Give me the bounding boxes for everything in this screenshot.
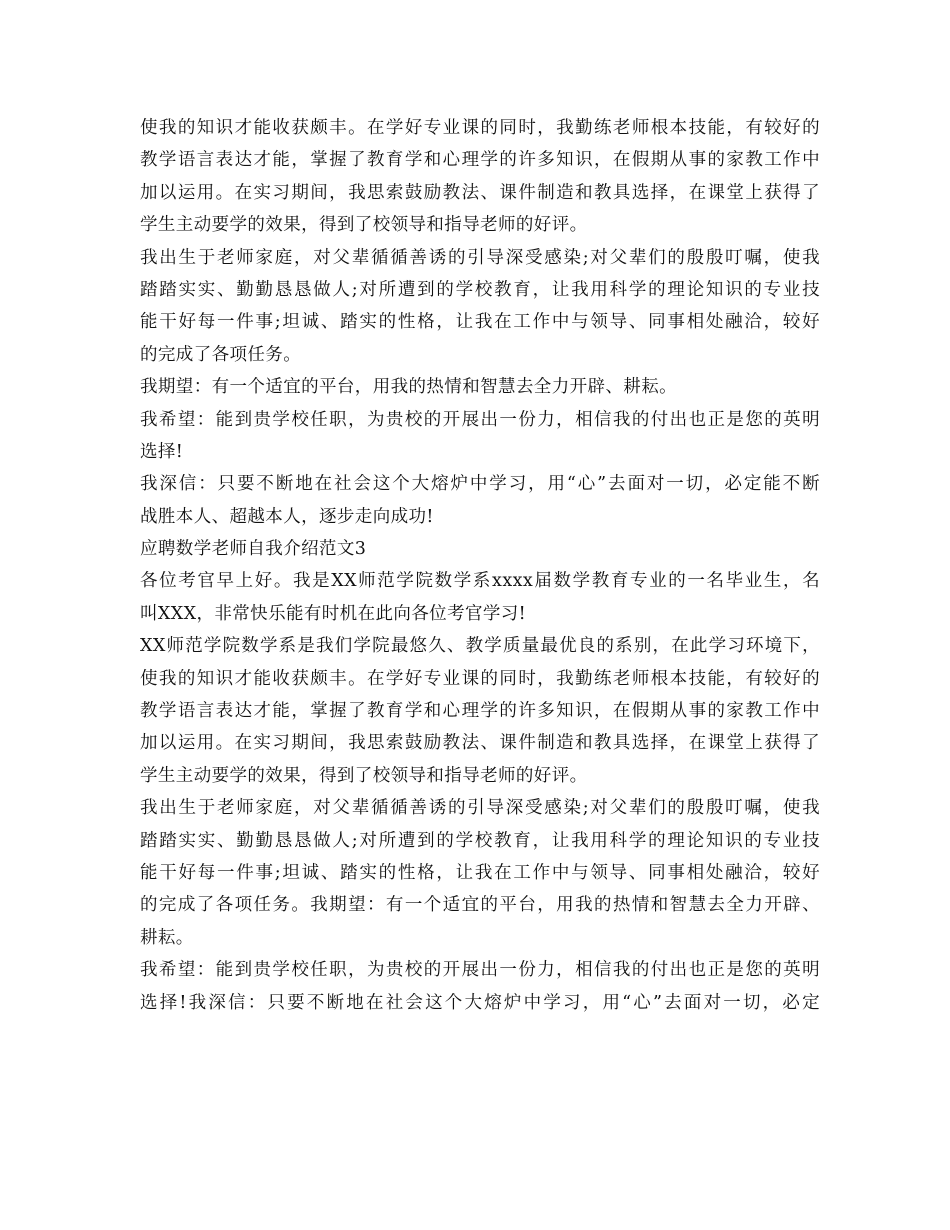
text-line: 加以运用。在实习期间，我思索鼓励教法、课件制造和教具选择，在课堂上获得了 [140, 182, 820, 203]
text-line: 踏踏实实、勤勤恳恳做人;对所遭到的学校教育，让我用科学的理论知识的专业技 [140, 279, 820, 300]
text-line: 叫XXX，非常快乐能有时机在此向各位考官学习! [140, 603, 527, 624]
text-line: 能干好每一件事;坦诚、踏实的性格，让我在工作中与领导、同事相处融洽，较好 [140, 862, 820, 883]
text-line: 我期望：有一个适宜的平台，用我的热情和智慧去全力开辟、耕耘。 [140, 377, 677, 398]
text-line: 的完成了各项任务。我期望：有一个适宜的平台，用我的热情和智慧去全力开辟、 [140, 895, 820, 916]
text-line: 踏踏实实、勤勤恳恳做人;对所遭到的学校教育，让我用科学的理论知识的专业技 [140, 830, 820, 851]
text-line: 使我的知识才能收获颇丰。在学好专业课的同时，我勤练老师根本技能，有较好的 [140, 118, 820, 138]
text-line: 我出生于老师家庭，对父辈循循善诱的引导深受感染;对父辈们的殷殷叮嘱，使我 [140, 798, 820, 819]
text-line: 学生主动要学的效果，得到了校领导和指导老师的好评。 [140, 215, 588, 236]
text-line: 使我的知识才能收获颇丰。在学好专业课的同时，我勤练老师根本技能，有较好的 [140, 668, 820, 689]
text-line: XX师范学院数学系是我们学院最悠久、教学质量最优良的系别，在此学习环境下， [140, 636, 820, 657]
text-line: 能干好每一件事;坦诚、踏实的性格，让我在工作中与领导、同事相处融洽，较好 [140, 312, 820, 333]
text-line: 教学语言表达才能，掌握了教育学和心理学的许多知识，在假期从事的家教工作中 [140, 701, 820, 722]
text-line: 耕耘。 [140, 927, 194, 948]
text-line: 我深信：只要不断地在社会这个大熔炉中学习，用“心”去面对一切，必定能不断 [140, 474, 820, 495]
section-heading: 应聘数学老师自我介绍范文3 [140, 539, 367, 560]
text-line: 我出生于老师家庭，对父辈循循善诱的引导深受感染;对父辈们的殷殷叮嘱，使我 [140, 247, 820, 268]
text-line: 加以运用。在实习期间，我思索鼓励教法、课件制造和教具选择，在课堂上获得了 [140, 733, 820, 754]
document-body [140, 112, 820, 1019]
text-line: 战胜本人、超越本人，逐步走向成功! [140, 506, 434, 527]
text-line: 我希望：能到贵学校任职，为贵校的开展出一份力，相信我的付出也正是您的英明 [140, 960, 820, 981]
text-line: 的完成了各项任务。 [140, 344, 302, 365]
text-line: 各位考官早上好。我是XX师范学院数学系xxxx届数学教育专业的一名毕业生，名 [140, 571, 820, 592]
text-line: 我希望：能到贵学校任职，为贵校的开展出一份力，相信我的付出也正是您的英明 [140, 409, 820, 430]
text-line: 学生主动要学的效果，得到了校领导和指导老师的好评。 [140, 765, 588, 786]
text-line: 选择!我深信：只要不断地在社会这个大熔炉中学习，用“心”去面对一切，必定 [140, 992, 820, 1013]
text-line: 选择! [140, 441, 184, 462]
text-line: 教学语言表达才能，掌握了教育学和心理学的许多知识，在假期从事的家教工作中 [140, 150, 820, 171]
